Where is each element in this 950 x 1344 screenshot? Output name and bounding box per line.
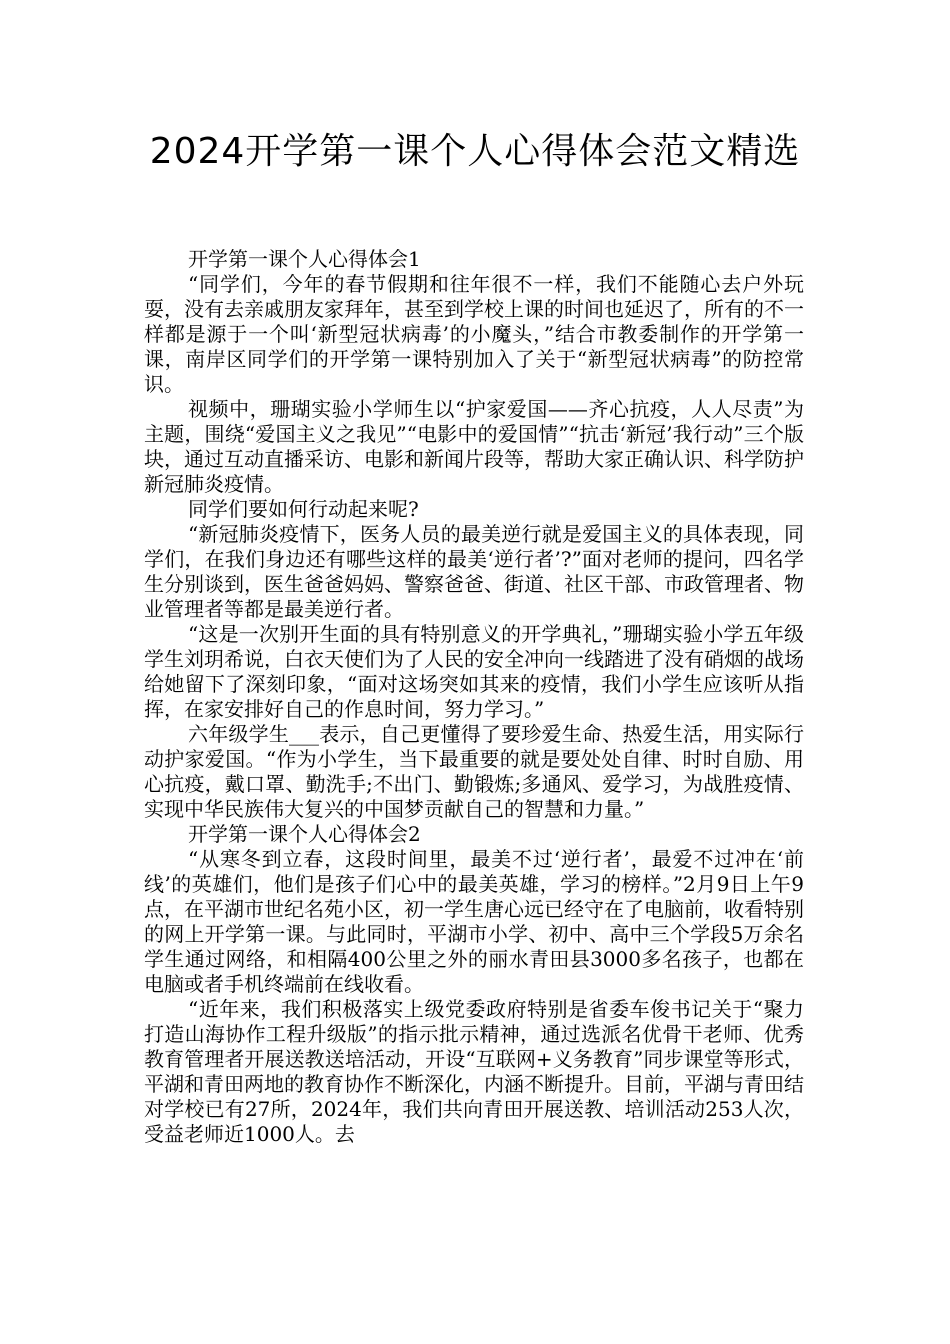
paragraph: “这是一次别开生面的具有特别意义的开学典礼，”珊瑚实验小学五年级学生刘玥希说，白衣天使们为了人民的安全冲向一线踏进了没有硝烟的战场给她留下了深刻印象，“面对这场突如其来的疫情，我们小学生应该听从指挥，在家安排好自己的作息时间，努力学习。” xyxy=(144,622,804,721)
paragraph: 视频中，珊瑚实验小学师生以“护家爱国——齐心抗疫，人人尽责”为主题，围绕“爱国主义之我见”“电影中的爱国情”“抗击‘新冠’我行动”三个版块，通过互动直播采访、电影和新闻片段等，帮助大家正确认识、科学防护新冠肺炎疫情。 xyxy=(144,397,804,496)
paragraph: 同学们要如何行动起来呢? xyxy=(188,497,419,521)
document-body xyxy=(144,247,804,1147)
section-heading-1: 开学第一课个人心得体会1 xyxy=(188,247,421,271)
section-heading-2: 开学第一课个人心得体会2 xyxy=(188,822,421,846)
paragraph: “同学们，今年的春节假期和往年很不一样，我们不能随心去户外玩耍，没有去亲戚朋友家拜年，甚至到学校上课的时间也延迟了，所有的不一样都是源于一个叫‘新型冠状病毒’的小魔头，”结合市教委制作的开学第一课，南岸区同学们的开学第一课特别加入了关于“新型冠状病毒”的防控常识。 xyxy=(144,272,804,396)
document-title: 2024开学第一课个人心得体会范文精选 xyxy=(149,131,801,172)
paragraph: “从寒冬到立春，这段时间里，最美不过‘逆行者’，最爱不过冲在‘前线’的英雄们，他们是孩子们心中的最美英雄，学习的榜样。”2月9日上午9点，在平湖市世纪名苑小区，初一学生唐心远已经守在了电脑前，收看特别的网上开学第一课。与此同时，平湖市小学、初中、高中三个学段5万余名学生通过网络，和相隔400公里之外的丽水青田县3000多名孩子，也都在电脑或者手机终端前在线收看。 xyxy=(144,847,804,996)
paragraph: 六年级学生___表示，自己更懂得了要珍爱生命、热爱生活，用实际行动护家爱国。“作为小学生，当下最重要的就是要处处自律、时时自励、用心抗疫，戴口罩、勤洗手;不出门、勤锻炼;多通风、爱学习，为战胜疫情、实现中华民族伟大复兴的中国梦贡献自己的智慧和力量。” xyxy=(144,722,804,821)
paragraph: “新冠肺炎疫情下，医务人员的最美逆行就是爱国主义的具体表现，同学们，在我们身边还有哪些这样的最美‘逆行者’?”面对老师的提问，四名学生分别谈到，医生爸爸妈妈、警察爸爸、街道、社区干部、市政管理者、物业管理者等都是最美逆行者。 xyxy=(144,522,804,621)
paragraph: “近年来，我们积极落实上级党委政府特别是省委车俊书记关于“聚力打造山海协作工程升级版”的指示批示精神，通过选派名优骨干老师、优秀教育管理者开展送教送培活动，开设“互联网+义务教育”同步课堂等形式，平湖和青田两地的教育协作不断深化，内涵不断提升。目前，平湖与青田结对学校已有27所，2024年，我们共向青田开展送教、培训活动253人次，受益老师近1000人。去 xyxy=(144,997,804,1146)
